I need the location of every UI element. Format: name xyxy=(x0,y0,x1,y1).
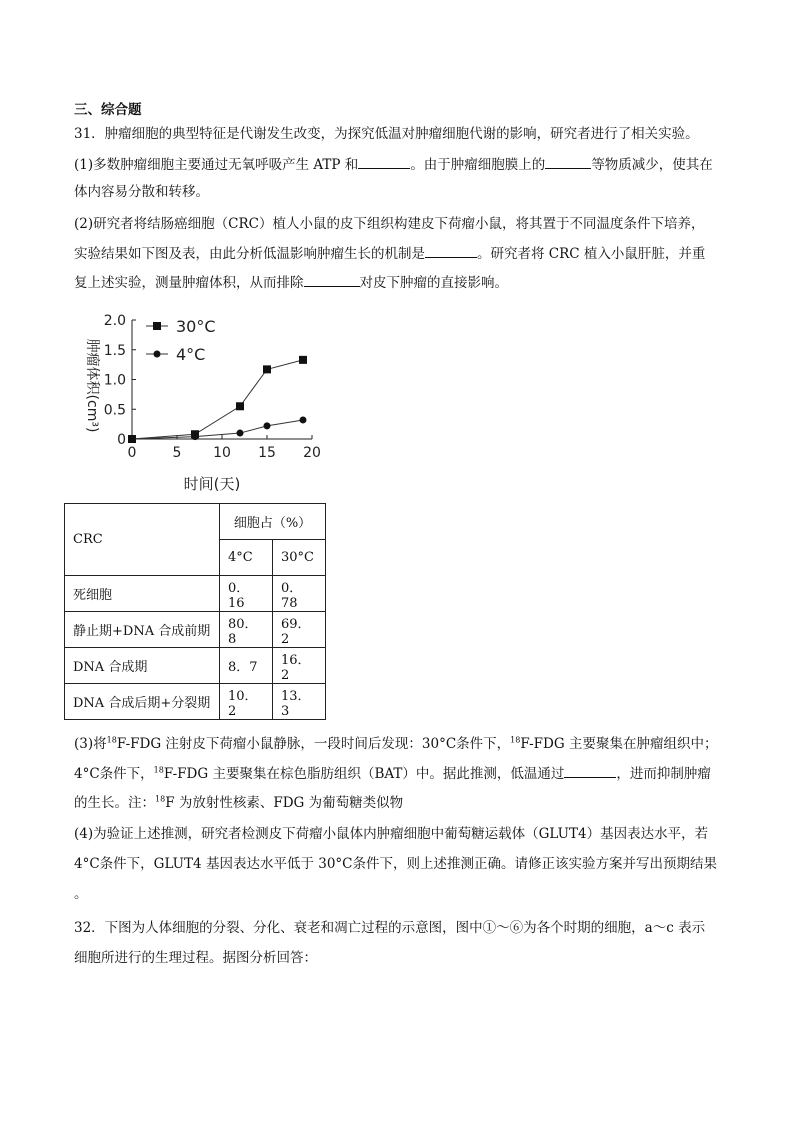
q31-part1-line1: (1)多数肿瘤细胞主要通过无氧呼吸产生 ATP 和 。由于肿瘤细胞膜上的 等物质减少，使其在 xyxy=(74,154,734,175)
q31-part4-line3: 。 xyxy=(74,886,88,902)
q31-part2-line2: 实验结果如下图及表，由此分析低温影响肿瘤生长的机制是 。研究者将 CRC 植入小鼠肝脏，并重 xyxy=(74,243,734,264)
data-point-4c xyxy=(300,416,307,423)
q32-line2: 细胞所进行的生理过程。据图分析回答： xyxy=(74,950,317,966)
x-tick-label: 10 xyxy=(213,445,231,461)
table-row: 静止期+DNA 合成前期 80．8 69．2 xyxy=(65,612,326,648)
tumor-volume-chart xyxy=(78,308,338,498)
answer-blank[interactable] xyxy=(304,272,360,287)
legend-label: 4°C xyxy=(176,345,206,364)
legend-marker-square xyxy=(153,322,161,330)
table-row: DNA 合成期 8．7 16．2 xyxy=(65,648,326,684)
x-axis-label: 时间(天) xyxy=(183,475,241,493)
data-point-30c xyxy=(299,356,307,364)
data-point-4c xyxy=(237,430,244,437)
x-tick-label: 0 xyxy=(127,445,137,461)
y-axis-label: 肿瘤体积(cm³) xyxy=(84,338,100,433)
q31-part3-line3: 的生长。注：$^{18}$F 为放射性核素、FDG 为葡萄糖类似物 xyxy=(74,794,404,811)
legend-marker-circle xyxy=(154,351,161,358)
x-tick-label: 20 xyxy=(303,445,321,461)
table-corner: CRC xyxy=(65,504,220,576)
x-tick-label: 5 xyxy=(172,445,182,461)
cell-cycle-table xyxy=(64,503,326,720)
table-col-header-30c: 30°C xyxy=(273,540,326,576)
q31-part2-line3: 复上述实验，测量肿瘤体积，从而排除 对皮下肿瘤的直接影响。 xyxy=(74,272,734,293)
q31-intro: 31．肿瘤细胞的典型特征是代谢发生改变，为探究低温对肿瘤细胞代谢的影响，研究者进行了相关实验。 xyxy=(74,126,699,142)
series-line-30c xyxy=(132,360,303,439)
y-tick-label: 1.5 xyxy=(103,342,126,359)
y-tick-label: 0.5 xyxy=(103,402,126,419)
answer-blank[interactable] xyxy=(425,243,477,258)
q31-part4-line2: 4°C条件下，GLUT4 基因表达水平低于 30°C条件下，则上述推测正确。请修正该实验方案并写出预期结果 xyxy=(74,856,717,872)
data-point-4c xyxy=(192,433,199,440)
series-line-4c xyxy=(132,420,303,439)
table-group-header: 细胞占（%） xyxy=(220,504,326,540)
answer-blank[interactable] xyxy=(358,154,410,169)
answer-blank[interactable] xyxy=(564,763,616,778)
q32-line1: 32．下图为人体细胞的分裂、分化、衰老和凋亡过程的示意图，图中①～⑥为各个时期的细胞，a～c 表示 xyxy=(74,920,706,936)
q31-part1-line2: 体内容易分散和转移。 xyxy=(74,184,209,200)
data-point-30c xyxy=(263,365,271,373)
y-tick-label: 2.0 xyxy=(103,313,126,329)
answer-blank[interactable] xyxy=(545,154,591,169)
y-tick-label: 0 xyxy=(117,432,126,448)
section-title: 三、综合题 xyxy=(74,102,142,118)
data-point-4c xyxy=(264,422,271,429)
x-tick-label: 15 xyxy=(258,445,276,461)
legend-label: 30°C xyxy=(176,317,216,336)
y-tick-label: 1.0 xyxy=(103,372,126,389)
q31-part3-line1: (3)将$^{18}$F-FDG 注射皮下荷瘤小鼠静脉，一段时间后发现：30°C条件下，$^{18}$F-FDG 主要聚集在肿瘤组织中； xyxy=(74,735,718,752)
table-row: DNA 合成后期+分裂期 10．2 13．3 xyxy=(65,684,326,720)
q31-part3-line2: 4°C条件下，$^{18}$F-FDG 主要聚集在棕色脂肪组织（BAT）中。据此推测，低温通过 ，进而抑制肿瘤 xyxy=(74,763,734,784)
q31-part2-line1: (2)研究者将结肠癌细胞（CRC）植人小鼠的皮下组织构建皮下荷瘤小鼠，将其置于不同温度条件下培养， xyxy=(74,216,705,232)
data-point-4c xyxy=(129,436,136,443)
q31-part4-line1: (4)为验证上述推测，研究者检测皮下荷瘤小鼠体内肿瘤细胞中葡萄糖运载体（GLUT4）基因表达水平，若 xyxy=(74,826,709,842)
data-point-30c xyxy=(236,402,244,410)
table-row: 死细胞 0．16 0．78 xyxy=(65,576,326,612)
table-col-header-4c: 4°C xyxy=(220,540,273,576)
